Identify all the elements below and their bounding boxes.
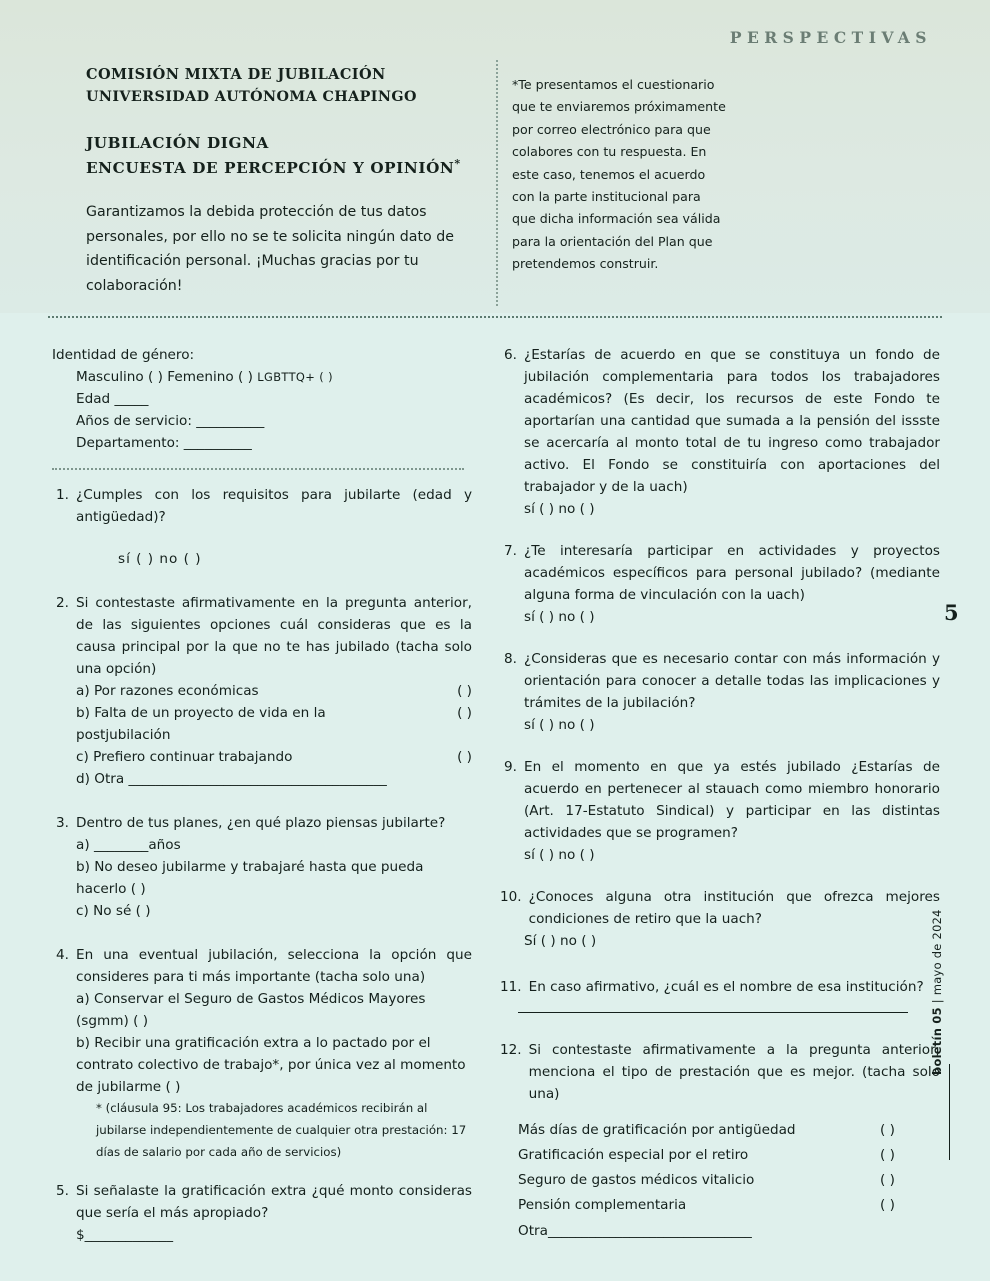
title-line-1: JUBILACIÓN DIGNA [86,133,269,152]
identity-divider [52,468,464,470]
question-3 [52,812,472,922]
question-10 [500,886,940,952]
q8-number: 8. [504,651,517,668]
q5-text: Si señalaste la gratificación extra ¿qué monto consideras que sería el más apropiado? [76,1182,472,1221]
privacy-paragraph: Garantizamos la debida protección de tus datos personales, por ello no se te solicita ningún dato de identificación personal. ¡Muchas gracias por tu colaboración! [86,204,454,294]
question-11 [500,976,940,1013]
issue-label [930,909,944,1075]
q4-option-a[interactable]: a) Conservar el Seguro de Gastos Médicos Mayores (sgmm) ( ) [76,991,426,1030]
q3-option-b[interactable]: b) No deseo jubilarme y trabajaré hasta que pueda hacerlo ( ) [76,859,424,898]
q4-text: En una eventual jubilación, selecciona la opción que consideres para ti más importante (tacha solo una) [76,947,472,986]
q1-number: 1. [56,487,69,504]
gender-lgbttq[interactable]: LGBTTQ+ ( ) [257,370,333,385]
publication-brand: PERSPECTIVAS [729,28,932,47]
q6-answer[interactable]: sí ( ) no ( ) [524,501,595,518]
q8-answer[interactable]: sí ( ) no ( ) [524,717,595,734]
header-horizontal-divider [48,316,942,318]
q2-text: Si contestaste afirmativamente en la pregunta anterior, de las siguientes opciones cuál consideras que es la causa principal por la que no te has jubilado (tacha solo una opción) [76,595,472,678]
q10-number: 10. [500,889,522,906]
q12-text: Si contestaste afirmativamente a la pregunta anterior, menciona el tipo de prestación que es mejor. (tacha solo una) [528,1042,940,1103]
q1-answer[interactable]: sí ( ) no ( ) [118,551,202,568]
q7-text: ¿Te interesaría participar en actividades y proyectos académicos específicos para personal jubilado? (mediante alguna forma de vinculación con la uach) [524,543,940,604]
field-departamento[interactable]: Departamento: __________ [76,435,252,452]
q5-answer[interactable]: $_____________ [76,1226,174,1243]
q3-text: Dentro de tus planes, ¿en qué plazo piensas jubilarte? [76,815,446,832]
question-6 [500,344,940,520]
q6-text: ¿Estarías de acuerdo en que se constituya un fondo de jubilación complementaria para todos los trabajadores académicos? (Es decir, los recursos de este Fondo te aportarían una cantidad que sumada a la pensión del issste se acercaría al monto total de tu ingreso como trabajador activo. El Fondo se constituiría con aportaciones del trabajador y de la uach) [524,347,940,496]
organization-line-2: UNIVERSIDAD AUTÓNOMA CHAPINGO [86,89,417,106]
title-line-2: ENCUESTA DE PERCEPCIÓN Y OPINIÓN* [86,156,461,177]
field-anios-servicio[interactable]: Años de servicio: __________ [76,413,265,430]
page-number: 5 [944,600,959,625]
issue-date: | mayo de 2024 [930,909,944,1008]
q3-number: 3. [56,815,69,832]
question-2 [52,592,472,790]
q7-answer[interactable]: sí ( ) no ( ) [524,609,595,626]
q4-option-b[interactable]: b) Recibir una gratificación extra a lo pactado por el contrato colectivo de trabajo*, por única vez al momento de jubilarme ( ) [76,1035,466,1096]
q11-answer-line[interactable] [518,1012,908,1013]
q12-number: 12. [500,1042,522,1059]
q5-number: 5. [56,1182,69,1199]
q2-option-d[interactable]: d) Otra ______________________________________ [76,771,387,788]
header-left-block [86,64,466,298]
q12-option-5[interactable]: Otra______________________________ [518,1222,752,1239]
q4-options [76,988,472,1098]
question-8 [500,648,940,736]
question-1 [52,484,472,570]
footer-rule [949,1064,950,1160]
q1-text: ¿Cumples con los requisitos para jubilarte (edad y antigüedad)? [76,487,472,526]
q2-options [76,680,472,790]
q12-option-2[interactable]: Gratificación especial por el retiro ( ) [518,1147,895,1164]
q9-number: 9. [504,759,517,776]
title-asterisk: * [454,156,461,170]
q6-number: 6. [504,347,517,363]
q4-number: 4. [56,947,69,964]
question-12 [500,1039,940,1241]
question-4 [52,944,472,1164]
identity-section [52,344,472,454]
q3-option-c[interactable]: c) No sé ( ) [76,903,151,920]
organization-line-1: COMISIÓN MIXTA DE JUBILACIÓN [86,66,386,83]
q12-options [518,1119,940,1241]
question-7 [500,540,940,628]
q8-text: ¿Consideras que es necesario contar con más información y orientación para conocer a detalle todas las implicaciones y trámites de la jubilación? [524,651,940,712]
right-column [500,344,940,1256]
header-note: *Te presentamos el cuestionario que te enviaremos próximamente por correo electrónico para que colabores con tu respuesta. En este caso, tenemos el acuerdo con la parte institucional para que dicha información sea válida para la orientación del Plan que pretendemos construir. [512,77,726,272]
gender-options [76,366,472,388]
q11-text: En caso afirmativo, ¿cuál es el nombre de esa institución? [528,979,924,996]
q10-text: ¿Conoces alguna otra institución que ofrezca mejores condiciones de retiro que la uach? [528,889,940,928]
q4-footnote: * (cláusula 95: Los trabajadores académicos recibirán al jubilarse independientemente de cualquier otra prestación: 17 días de salario por cada año de servicios) [96,1101,467,1160]
q11-number: 11. [500,979,522,996]
q12-option-1[interactable]: Más días de gratificación por antigüedad ( ) [518,1122,895,1139]
q2-option-a[interactable]: a) Por razones económicas ( ) [76,683,472,700]
issue-bold: boletín 05 [930,1007,944,1075]
q12-option-4[interactable]: Pensión complementaria ( ) [518,1197,895,1214]
q9-text: En el momento en que ya estés jubilado ¿Estarías de acuerdo en pertenecer al stauach como miembro honorario (Art. 17-Estatuto Sindical) y participar en las distintas actividades que se programen? [524,759,940,842]
q12-option-3[interactable]: Seguro de gastos médicos vitalicio ( ) [518,1172,895,1189]
identity-heading: Identidad de género: [52,347,195,363]
q10-answer[interactable]: Sí ( ) no ( ) [524,933,597,950]
q3-options [76,834,472,922]
question-9 [500,756,940,866]
q7-number: 7. [504,543,517,560]
q2-option-c[interactable]: c) Prefiero continuar trabajando ( ) [76,749,472,766]
header-band [0,0,990,313]
document-title [86,131,466,181]
q2-option-b[interactable]: b) Falta de un proyecto de vida en la postjubilación ( ) [76,705,472,744]
question-5 [52,1180,472,1246]
header-vertical-divider [496,60,498,306]
field-edad[interactable]: Edad _____ [76,391,149,408]
left-column [52,344,472,1260]
q9-answer[interactable]: sí ( ) no ( ) [524,847,595,864]
q3-option-a[interactable]: a) ________años [76,837,181,854]
q2-number: 2. [56,595,69,612]
gender-main[interactable]: Masculino ( ) Femenino ( ) [76,369,253,386]
